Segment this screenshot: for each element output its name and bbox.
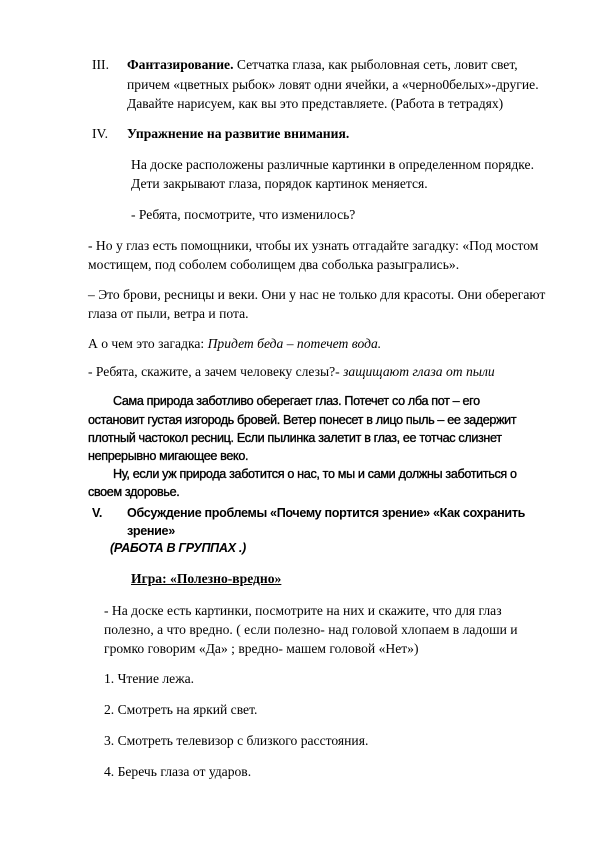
game-list-item: 4. Беречь глаза от ударов. [104, 764, 252, 779]
riddle-2-line [88, 335, 381, 352]
riddle-line-1: - Но у глаз есть помощники, чтобы их узнать отгадайте загадку: «Под мостом [88, 238, 539, 253]
section-4-question: - Ребята, посмотрите, что изменилось? [131, 207, 356, 222]
section-3-line-1 [127, 56, 518, 73]
riddle-2-prefix: А о чем это загадка: [88, 336, 208, 351]
nature-line-1: Сама природа заботливо оберегает глаз. Потечет со лба пот – его [113, 394, 480, 408]
game-intro-line-1: - На доске есть картинки, посмотрите на них и скажите, что для глаз [104, 603, 502, 618]
section-3-line-2: причем «цветных рыбок» ловят одни ячейки, а «черно0белых»-другие. [127, 77, 539, 92]
section-5-title-line-2: зрение» [127, 524, 175, 538]
nature-line-5: Ну, если уж природа заботится о нас, то мы и сами должны заботиться о [113, 467, 517, 481]
riddle-2-answer: Придет беда – потечет вода. [207, 336, 382, 351]
nature-line-3: плотный частокол ресниц. Если пылинка залетит в глаз, ее тотчас слизнет [88, 431, 502, 445]
section-3-title: Фантазирование. [127, 57, 234, 72]
section-3-line-3: Давайте нарисуем, как вы это представляете. (Работа в тетрадях) [127, 96, 504, 111]
game-title: Игра: «Полезно-вредно» [131, 571, 282, 586]
answer-line-1: – Это брови, ресницы и веки. Они у нас не только для красоты. Они оберегают [88, 287, 546, 302]
section-4-title: Упражнение на развитие внимания. [127, 126, 350, 141]
answer-line-2: глаза от пыли, ветра и пота. [88, 306, 249, 321]
riddle-line-2: мостищем, под соболем соболищем два соболька разыгрались». [88, 257, 460, 272]
game-intro-line-3: громко говорим «Да» ; вредно- машем головой «Нет») [104, 641, 419, 656]
tears-answer: защищают глаза от пыли [343, 364, 495, 379]
section-4-numeral: IV. [92, 126, 108, 141]
section-3-line-1-rest: Сетчатка глаза, как рыболовная сеть, ловит свет, [233, 57, 518, 72]
nature-line-2: остановит густая изгородь бровей. Ветер понесет в лицо пыль – ее задержит [88, 413, 517, 427]
section-5-title-line-1: Обсуждение проблемы «Почему портится зрение» «Как сохранить [127, 506, 526, 520]
tears-prefix: - Ребята, скажите, а зачем человеку слезы?- [88, 364, 344, 379]
section-5-numeral: V. [92, 506, 103, 520]
game-intro-line-2: полезно, а что вредно. ( если полезно- над головой хлопаем в ладоши и [104, 622, 518, 637]
section-4-para-line-2: Дети закрывают глаза, порядок картинок меняется. [131, 176, 428, 191]
game-list-item: 2. Смотреть на яркий свет. [104, 702, 258, 717]
nature-line-6: своем здоровье. [88, 485, 180, 499]
nature-line-4: непрерывно мигающее веко. [88, 449, 249, 463]
game-list-item: 3. Смотреть телевизор с близкого расстояния. [104, 733, 369, 748]
tears-line [88, 363, 495, 380]
section-3-numeral: III. [92, 57, 109, 72]
section-5-group-work: (РАБОТА В ГРУППАХ .) [110, 541, 246, 555]
game-list-item: 1. Чтение лежа. [104, 671, 195, 686]
section-4-para-line-1: На доске расположены различные картинки в определенном порядке. [131, 157, 534, 172]
